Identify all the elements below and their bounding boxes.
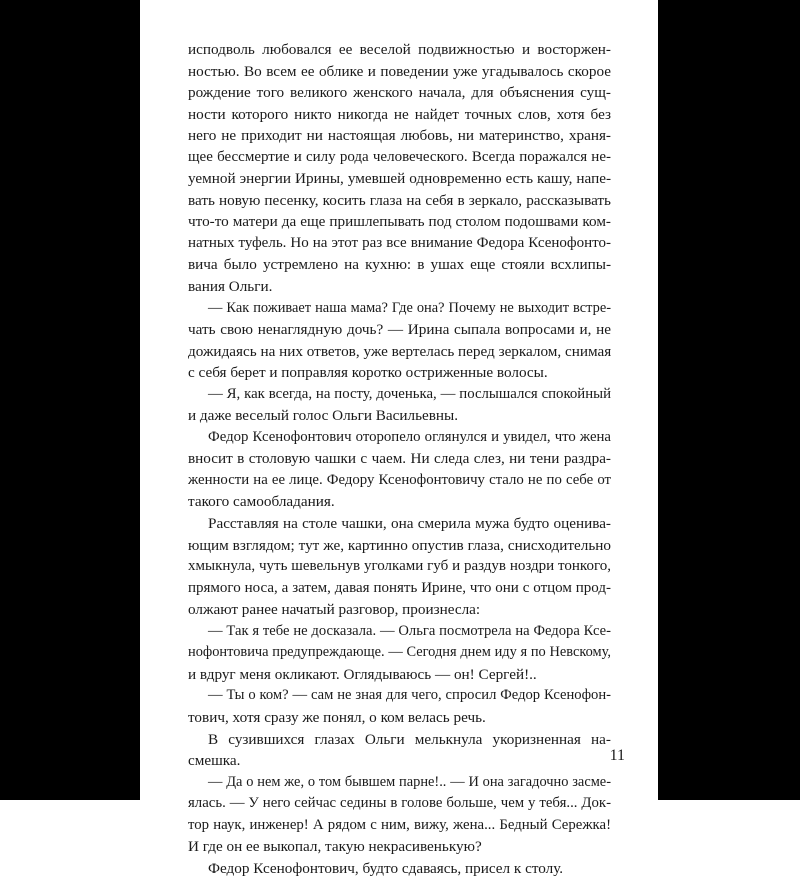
text-line: женности на ее лице. Федору Ксенофонтовичу стало не по себе от xyxy=(188,471,611,488)
text-line: ностью. Во всем ее облике и поведении уже угадывалось скорое xyxy=(188,62,611,80)
text-line: и вдруг меня окликают. Оглядываюсь — он! Сергей!.. xyxy=(188,665,537,683)
text-line: рождение того великого женского начала, для объяснения сущ- xyxy=(188,84,611,102)
text-line: дожидаясь на них ответов, уже вертелась перед зеркалом, снимая xyxy=(188,342,612,360)
text-line: ности которого никто никогда не найдет точных слов, хотя без xyxy=(188,105,611,123)
text-line: ялась. — У него сейчас седины в голове больше, чем у тебя... Док- xyxy=(188,795,611,812)
text-line: Федор Ксенофонтович, будто сдаваясь, присел к столу. xyxy=(208,859,564,877)
right-black-margin xyxy=(658,0,800,800)
text-line: — Я, как всегда, на посту, доченька, — послышался спокойный xyxy=(208,385,611,402)
text-line: вносит в столовую чашки с чаем. Ни следа слез, ни тени раздра- xyxy=(188,450,611,468)
text-line: него не приходит ни настоящая любовь, ни материнство, храня- xyxy=(188,127,611,145)
text-line: прямого носа, а затем, давая понять Ирине, что они с отцом прод- xyxy=(188,579,611,596)
text-line: смешка. xyxy=(188,752,241,770)
text-line: исподволь любовался ее веселой подвижностью и восторжен- xyxy=(188,41,611,58)
left-black-margin xyxy=(0,0,140,800)
book-page xyxy=(140,0,658,877)
text-line: вича было устремлено на кухню: в ушах еще стояли всхлипы- xyxy=(188,256,611,274)
text-line: щее бессмертие и силу рода человеческого. Всегда поражался не- xyxy=(188,148,611,165)
page-number: 11 xyxy=(609,747,625,764)
text-line: и даже веселый голос Ольги Васильевны. xyxy=(188,407,459,425)
text-line: вания Ольги. xyxy=(188,278,273,296)
text-line: олжают ранее начатый разговор, произнесла: xyxy=(188,601,481,619)
text-line: Расставляя на столе чашки, она смерила мужа будто оценива- xyxy=(208,515,611,533)
text-line: уемной энергии Ирины, умевшей одновременно есть кашу, напе- xyxy=(188,170,611,188)
text-line: — Ты о ком? — сам не зная для чего, спросил Федор Ксенофон- xyxy=(208,687,611,704)
text-line: вать новую песенку, косить глаза на себя в зеркало, рассказывать xyxy=(188,191,611,209)
text-line: — Так я тебе не досказала. — Ольга посмотрела на Федора Ксе- xyxy=(208,622,611,639)
text-line: с себя берет и поправляя коротко остриженные волосы. xyxy=(188,364,548,382)
text-line: — Да о нем же, о том бывшем парне!.. — И она загадочно засме- xyxy=(208,773,611,790)
text-line: — Как поживает наша мама? Где она? Почему не выходит встре- xyxy=(208,299,611,316)
text-line: чать свою ненаглядную дочь? — Ирина сыпала вопросами и, не xyxy=(188,321,611,339)
text-line: что-то матери да еще пришлепывать под столом подошвами ком- xyxy=(188,213,611,231)
text-line: тор наук, инженер! А рядом с ним, вижу, жена... Бедный Сережка! xyxy=(188,816,611,833)
text-line: Федор Ксенофонтович оторопело оглянулся и увидел, что жена xyxy=(208,428,611,445)
text-line: В сузившихся глазах Ольги мелькнула укоризненная на- xyxy=(208,730,611,748)
text-line: тович, хотя сразу же понял, о ком велась речь. xyxy=(188,708,486,726)
text-line: И где он ее выкопал, такую некрасивенькую? xyxy=(188,838,482,856)
text-line: натных туфель. Но на этот раз все внимание Федора Ксенофонто- xyxy=(188,234,611,251)
text-line: хмыкнула, чуть шевельнув уголками губ и раздув ноздри тонкого, xyxy=(188,558,611,575)
text-line: нофонтовича предупреждающе. — Сегодня днем иду я по Невскому, xyxy=(188,644,611,661)
text-line: такого самообладания. xyxy=(188,493,335,511)
body-text xyxy=(188,39,611,879)
text-line: ющим взглядом; тут же, картинно опустив глаза, снисходительно xyxy=(188,536,611,554)
